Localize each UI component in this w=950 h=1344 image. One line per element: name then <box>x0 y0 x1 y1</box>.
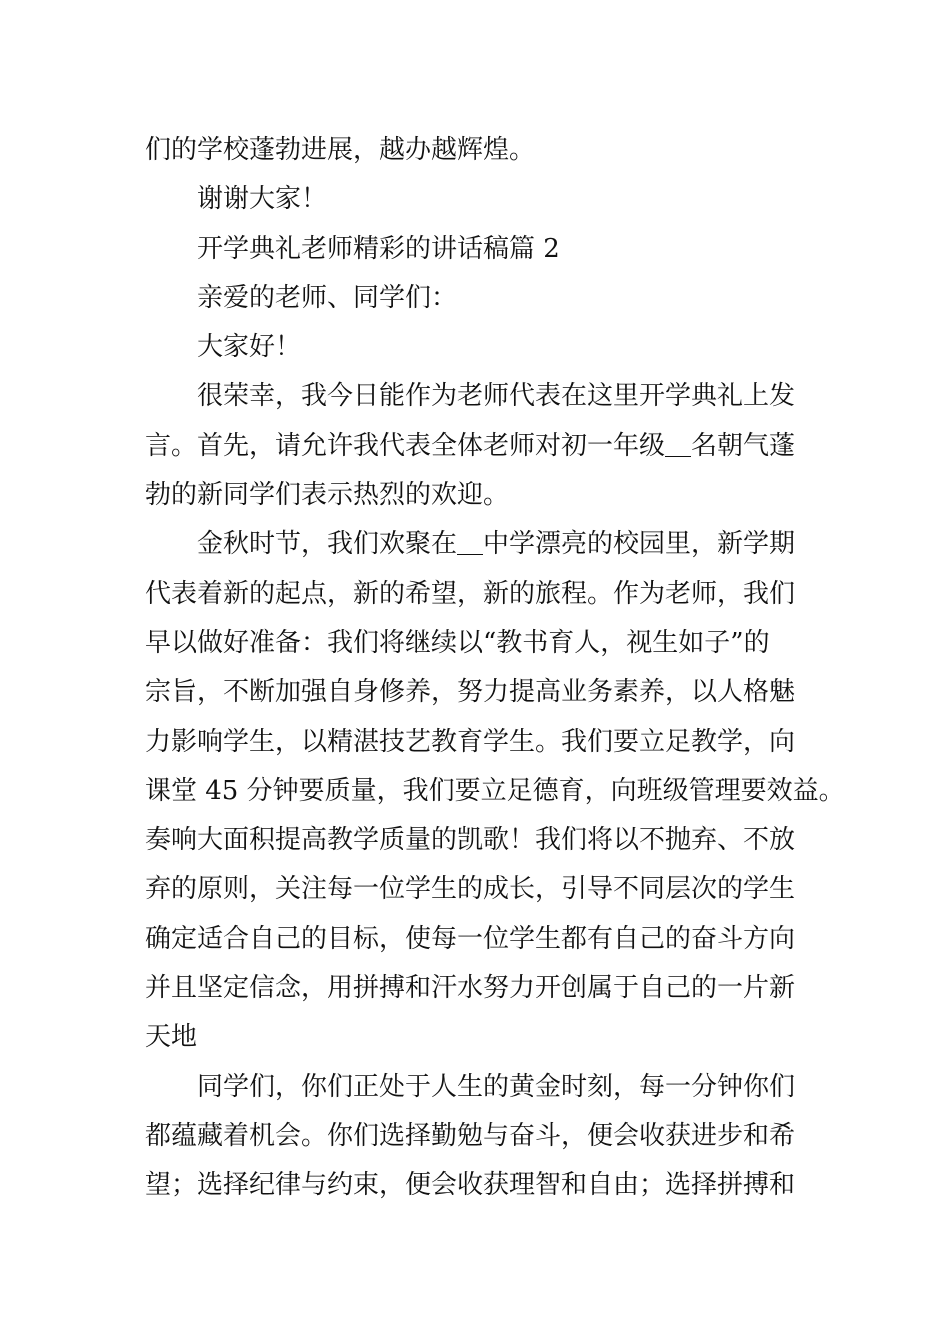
text-line: 同学们，你们正处于人生的黄金时刻，每一分钟你们 <box>197 1071 796 1102</box>
text-line: 勃的新同学们表示热烈的欢迎。 <box>145 480 510 511</box>
text-line: 都蕴藏着机会。你们选择勤勉与奋斗，便会收获进步和希 <box>145 1120 796 1151</box>
paragraph-thanks <box>145 175 825 224</box>
text-line: 很荣幸，我今日能作为老师代表在这里开学典礼上发 <box>197 381 796 412</box>
text-line: 力影响学生，以精湛技艺教育学生。我们要立足教学，向 <box>145 726 796 757</box>
text-line: 宗旨，不断加强自身修养，努力提高业务素养，以人格魅 <box>145 677 796 708</box>
section-title: 开学典礼老师精彩的讲话稿篇 2 <box>197 233 560 264</box>
paragraph-greeting <box>145 323 825 372</box>
text-line: 早以做好准备：我们将继续以“教书育人，视生如子”的 <box>145 627 770 658</box>
paragraph-welcome <box>145 372 825 520</box>
paragraph-students-address <box>145 1063 825 1211</box>
text-line: 天地 <box>145 1022 198 1053</box>
paragraph-salutation <box>145 274 825 323</box>
text-line: 弃的原则，关注每一位学生的成长，引导不同层次的学生 <box>145 874 796 905</box>
text-line: 金秋时节，我们欢聚在＿中学漂亮的校园里，新学期 <box>197 529 796 560</box>
text-line: 望；选择纪律与约束，便会收获理智和自由；选择拼搏和 <box>145 1170 796 1201</box>
text-line: 课堂 45 分钟要质量，我们要立足德育，向班级管理要效益。 <box>145 775 845 806</box>
section-heading <box>145 225 825 274</box>
text-line: 谢谢大家！ <box>197 184 328 215</box>
text-line: 言。首先，请允许我代表全体老师对初一年级＿名朝气蓬 <box>145 430 796 461</box>
text-line: 们的学校蓬勃进展，越办越辉煌。 <box>145 135 536 165</box>
text-line: 并且坚定信念，用拼搏和汗水努力开创属于自己的一片新 <box>145 973 796 1004</box>
text-line: 代表着新的起点，新的希望，新的旅程。作为老师，我们 <box>145 578 796 609</box>
text-line: 奏响大面积提高教学质量的凯歌！我们将以不抛弃、不放 <box>145 825 796 856</box>
paragraph-closing-wish <box>145 126 825 175</box>
paragraph-teacher-commitment <box>145 520 845 1062</box>
text-line: 亲爱的老师、同学们： <box>197 282 458 313</box>
speech-text-body <box>145 126 845 1211</box>
text-line: 确定适合自己的目标，使每一位学生都有自己的奋斗方向 <box>145 923 796 954</box>
text-line: 大家好！ <box>197 332 302 363</box>
